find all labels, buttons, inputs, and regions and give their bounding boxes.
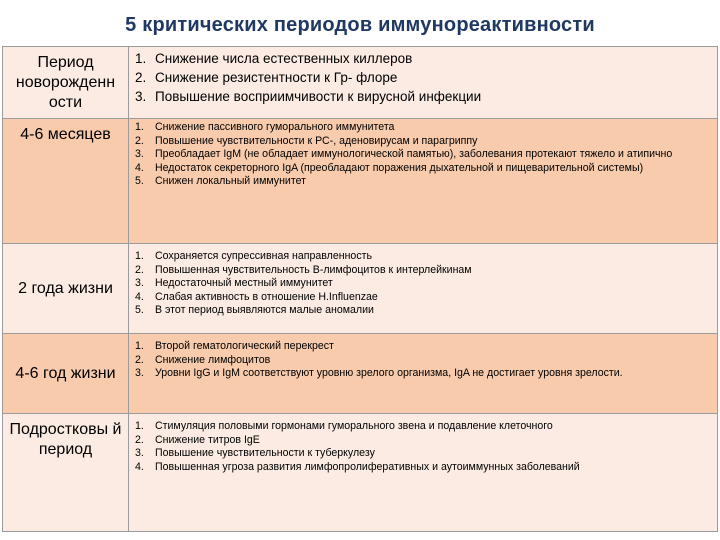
table-row: [3, 47, 718, 119]
list-item: 2. Снижение титров IgE: [135, 433, 260, 446]
list-item: 5. В этот период выявляются малые аномалии: [135, 304, 374, 317]
items-list: [135, 340, 711, 381]
list-item: 3. Недостаточный местный иммунитет: [135, 277, 333, 290]
list-item: 1. Снижение числа естественных киллеров: [135, 51, 413, 66]
list-item: 3. Уровни IgG и IgM соответствуют уровню зрелого организма, IgA не достигает уровня зрелости.: [135, 367, 623, 380]
items-list: [135, 250, 711, 318]
period-cell: Подростковы й период: [3, 414, 129, 532]
list-item: 2. Снижение резистентности к Гр- флоре: [135, 70, 398, 85]
items-cell: [129, 119, 718, 244]
list-item: 2. Повышение чувствительности к РС-, аденовирусам и парагриппу: [135, 134, 478, 147]
list-item: 4. Недостаток секреторного IgA (преобладают поражения дыхательной и пищеварительной системы): [135, 161, 644, 174]
list-item: 1. Сохраняется супрессивная направленность: [135, 250, 372, 262]
items-list: [135, 420, 711, 474]
table-row: [3, 334, 718, 414]
table-row: [3, 414, 718, 532]
items-cell: [129, 47, 718, 119]
table-row: [3, 119, 718, 244]
list-item: 3. Повышение чувствительности к туберкулезу: [135, 447, 375, 460]
list-item: 1. Второй гематологический перекрест: [135, 340, 334, 352]
items-cell: [129, 244, 718, 334]
list-item: 2. Снижение лимфоцитов: [135, 353, 271, 366]
list-item: 3. Преобладает IgM (не обладает иммунологической памятью), заболевания протекают тяжело и атипично: [135, 148, 673, 161]
items-list: [135, 121, 711, 189]
items-cell: [129, 334, 718, 414]
periods-table: [2, 46, 718, 532]
list-item: 2. Повышенная чувствительность В-лимфоцитов к интерлейкинам: [135, 263, 472, 276]
list-item: 1. Стимуляция половыми гормонами гуморального звена и подавление клеточного: [135, 420, 553, 432]
items-cell: [129, 414, 718, 532]
period-cell: 4-6 месяцев: [3, 119, 129, 244]
period-cell: 2 года жизни: [3, 244, 129, 334]
list-item: 4. Повышенная угроза развития лимфопролиферативных и аутоиммунных заболеваний: [135, 460, 580, 473]
items-list: [135, 49, 711, 106]
list-item: 5. Снижен локальный иммунитет: [135, 175, 306, 188]
table-row: [3, 244, 718, 334]
period-cell: Период новорожденн ости: [3, 47, 129, 119]
list-item: 3. Повышение восприимчивости к вирусной инфекции: [135, 89, 482, 104]
list-item: 4. Слабая активность в отношение H.Influenzae: [135, 290, 378, 303]
list-item: 1. Снижение пассивного гуморального иммунитета: [135, 121, 395, 133]
period-cell: 4-6 год жизни: [3, 334, 129, 414]
page-title: 5 критических периодов иммунореактивности: [125, 14, 595, 36]
